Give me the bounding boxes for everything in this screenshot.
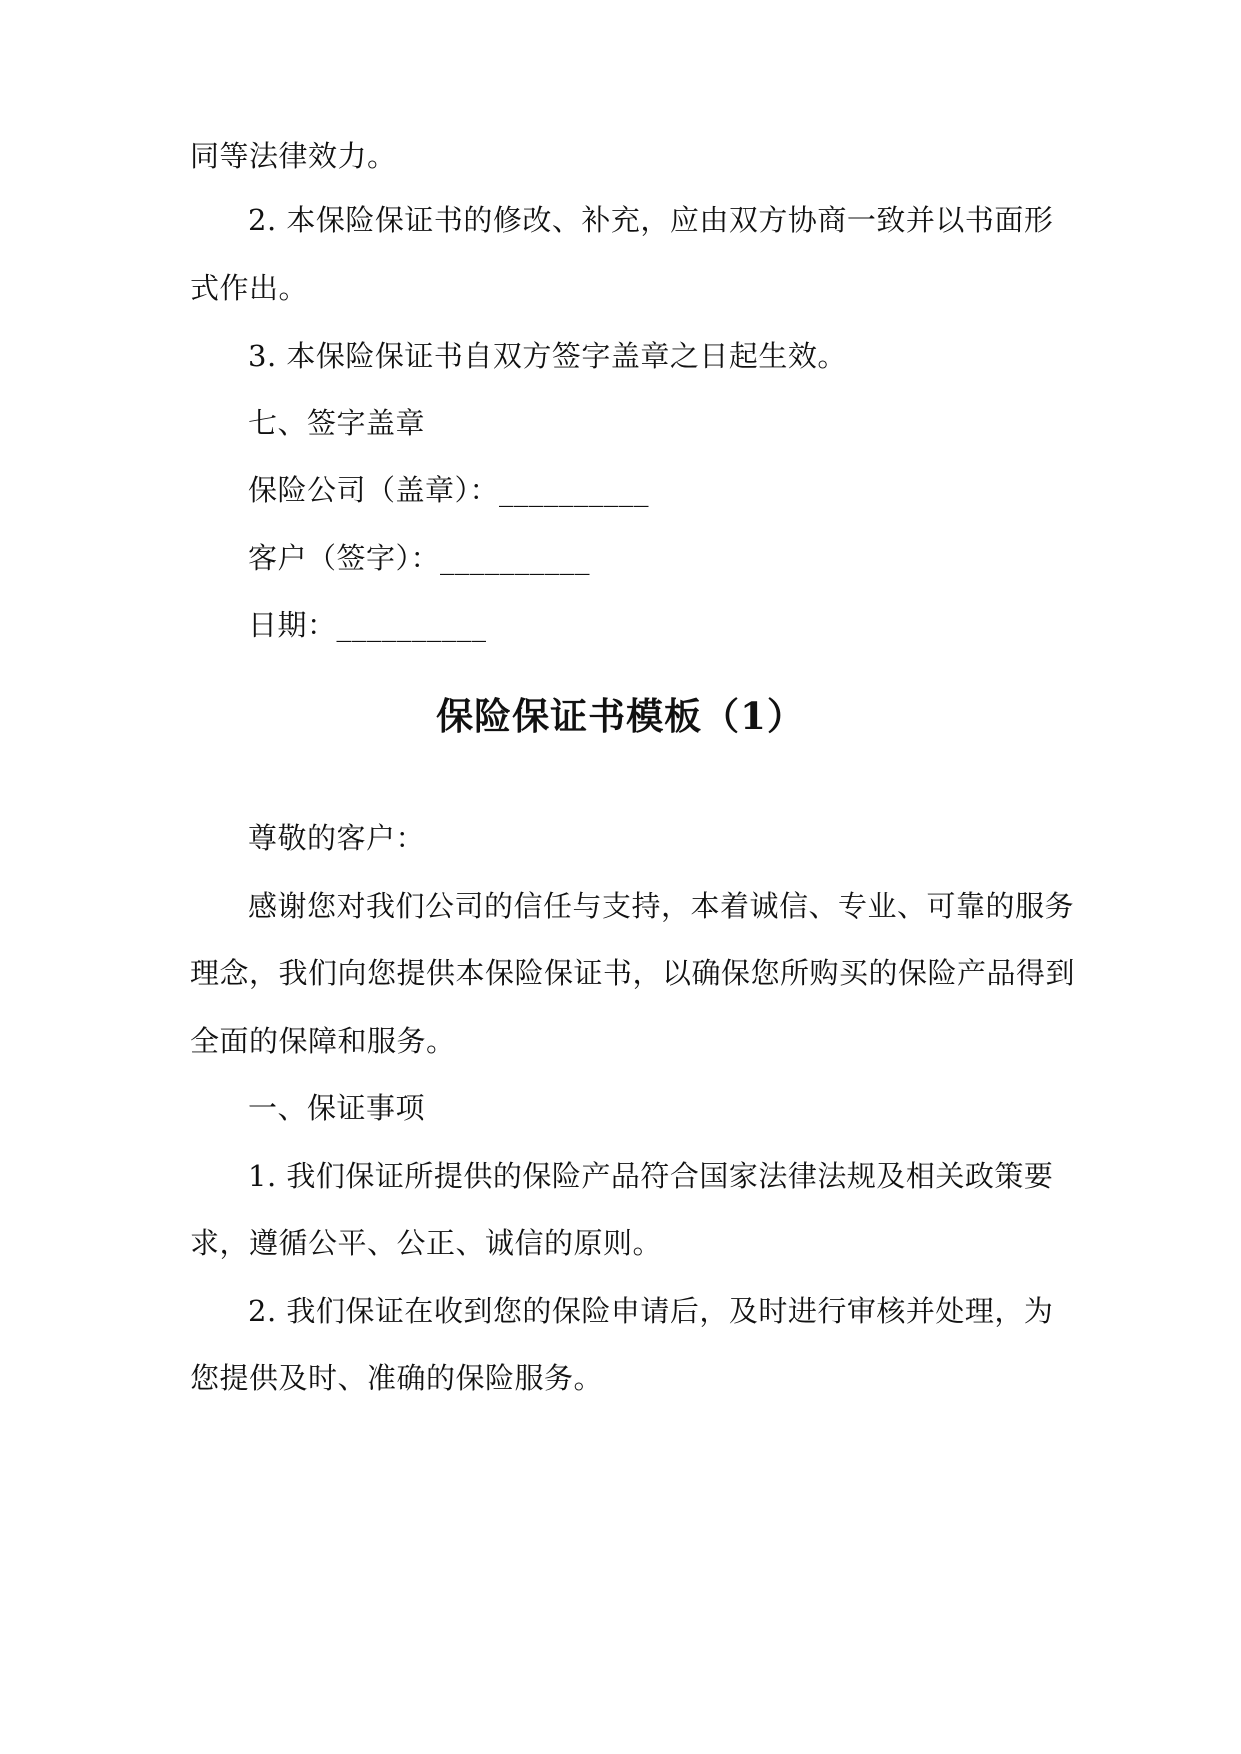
signature-heading: 七、签字盖章	[248, 406, 426, 440]
customer-signature-field: 客户（签字）：__________	[248, 541, 591, 575]
section-1-item-2-line-2: 您提供及时、准确的保险服务。	[190, 1361, 604, 1395]
document-title: 保险保证书模板（1）	[436, 694, 805, 738]
section-1-item-2-line-1: 2. 我们保证在收到您的保险申请后，及时进行审核并处理，为	[248, 1294, 1054, 1328]
insurer-seal-field: 保险公司（盖章）：__________	[248, 473, 650, 507]
intro-line-2: 理念，我们向您提供本保险保证书，以确保您所购买的保险产品得到	[190, 956, 1076, 990]
date-field: 日期：__________	[248, 608, 487, 642]
salutation: 尊敬的客户：	[248, 821, 426, 855]
clause-2-line-1: 2. 本保险保证书的修改、补充，应由双方协商一致并以书面形	[248, 203, 1054, 237]
clause-3: 3. 本保险保证书自双方签字盖章之日起生效。	[248, 339, 847, 373]
section-1-item-1-line-2: 求，遵循公平、公正、诚信的原则。	[190, 1226, 663, 1260]
section-1-heading: 一、保证事项	[248, 1091, 426, 1125]
intro-line-1: 感谢您对我们公司的信任与支持，本着诚信、专业、可靠的服务	[248, 889, 1075, 923]
section-1-item-1-line-1: 1. 我们保证所提供的保险产品符合国家法律法规及相关政策要	[248, 1159, 1054, 1193]
clause-2-line-2: 式作出。	[190, 271, 309, 305]
intro-line-3: 全面的保障和服务。	[190, 1024, 456, 1058]
paragraph-line: 同等法律效力。	[190, 139, 397, 173]
